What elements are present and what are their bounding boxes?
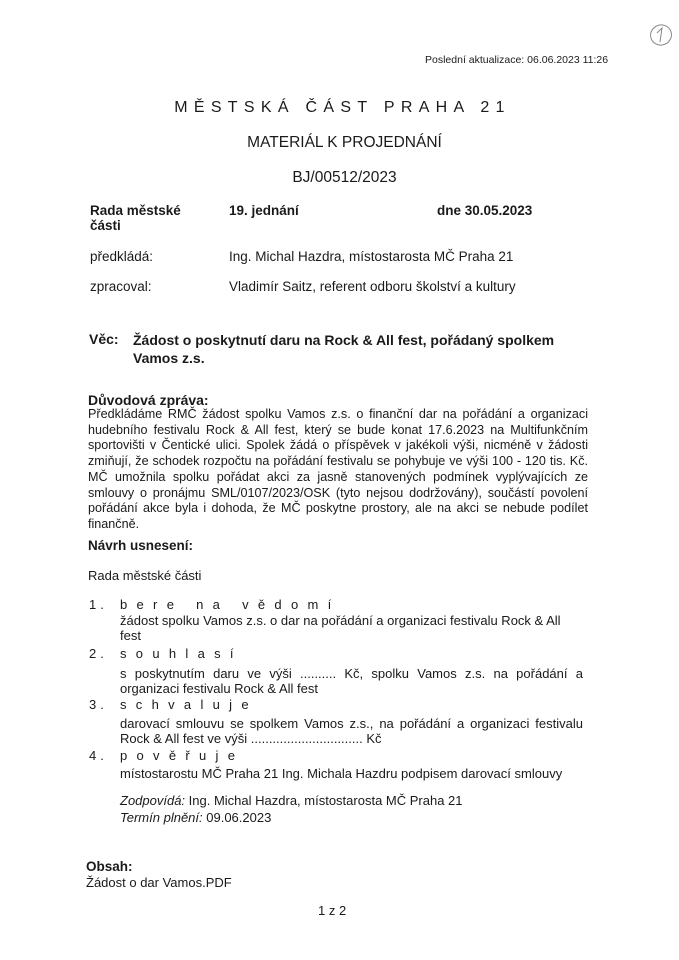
item-3-verb: schvaluje [120,697,258,712]
report-text: Předkládáme RMČ žádost spolku Vamos z.s. o finanční dar na pořádání a organizaci hudebního festivalu Rock & All fest, který se bude konat 17.6.2023 na Multifunkčním sportovišti v Čentické ulici. Spolek žádá o příspěvek v jakékoli výši, nicméně v žádosti zmiňují, že schodek rozpočtu na pořádání festivalu se pohybuje ve výši 100 - 120 tis. Kč. MČ umožnila spolku pořádat akci za jasně stanovených podmínek vyplývajících ze smlouvy o pronájmu SML/0107/2023/OSK (tyto nejsou dodržovány), součástí povolení pořádání akce byla i dohoda, že MČ poskytne prostory, ale na akci se nebude podílet finančně. [88,407,588,531]
item-2-number: 2. [89,646,108,661]
page-counter: 1 z 2 [318,903,347,918]
resolution-body: Rada městské části [88,568,202,583]
processor-label: zpracoval: [90,279,152,294]
document-number: BJ/00512/2023 [292,169,397,186]
document-type: MATERIÁL K PROJEDNÁNÍ [247,134,442,151]
item-2-text: s poskytnutím daru ve výši .......... Kč, spolku Vamos z.s. na pořádání a organizaci festivalu Rock & All fest [120,666,583,696]
subject-text: Žádost o poskytnutí daru na Rock & All fest, pořádaný spolkem Vamos z.s. [133,332,555,366]
handwritten-page-number [648,22,674,48]
resolution-title: Návrh usnesení: [88,538,194,553]
subject-label: Věc: [89,331,119,347]
council-label [90,203,181,233]
item-1-text: žádost spolku Vamos z.s. o dar na pořádání a organizaci festivalu Rock & All fest [120,613,561,643]
attachment-name: Žádost o dar Vamos.PDF [86,875,232,890]
council-label-line2: části [90,218,121,233]
item-3-number: 3. [89,697,108,712]
session-date: dne 30.05.2023 [437,203,533,218]
item-1-number: 1. [89,597,108,612]
responsible-value: Ing. Michal Hazdra, místostarosta MČ Praha 21 [188,793,463,808]
item-1-verb: bere na vědomí [120,597,341,612]
submitter-label: předkládá: [90,249,154,264]
last-update: Poslední aktualizace: 06.06.2023 11:26 [425,54,609,66]
responsible-label: Zodpovídá: [120,793,186,808]
deadline-label: Termín plnění: [120,810,203,825]
submitter: Ing. Michal Hazdra, místostarosta MČ Praha 21 [229,249,514,264]
council-label-line1: Rada městské [90,203,181,218]
contents-title: Obsah: [86,859,133,874]
municipality-title: MĚSTSKÁ ČÁST PRAHA 21 [174,99,511,116]
item-4-verb: pověřuje [120,748,245,763]
report-title: Důvodová zpráva: [88,392,209,408]
deadline-value: 09.06.2023 [206,810,272,825]
item-4-number: 4. [89,748,108,763]
session-number: 19. jednání [229,203,299,218]
responsible [120,793,463,808]
processor: Vladimír Saitz, referent odboru školství a kultury [229,279,516,294]
deadline [120,810,271,825]
item-3-text: darovací smlouvu se spolkem Vamos z.s., na pořádání a organizaci festivalu Rock & All fest ve výši ............................... Kč [120,716,583,746]
item-4-text: místostarostu MČ Praha 21 Ing. Michala Hazdru podpisem darovací smlouvy [120,766,563,781]
item-2-verb: souhlasí [120,646,243,661]
